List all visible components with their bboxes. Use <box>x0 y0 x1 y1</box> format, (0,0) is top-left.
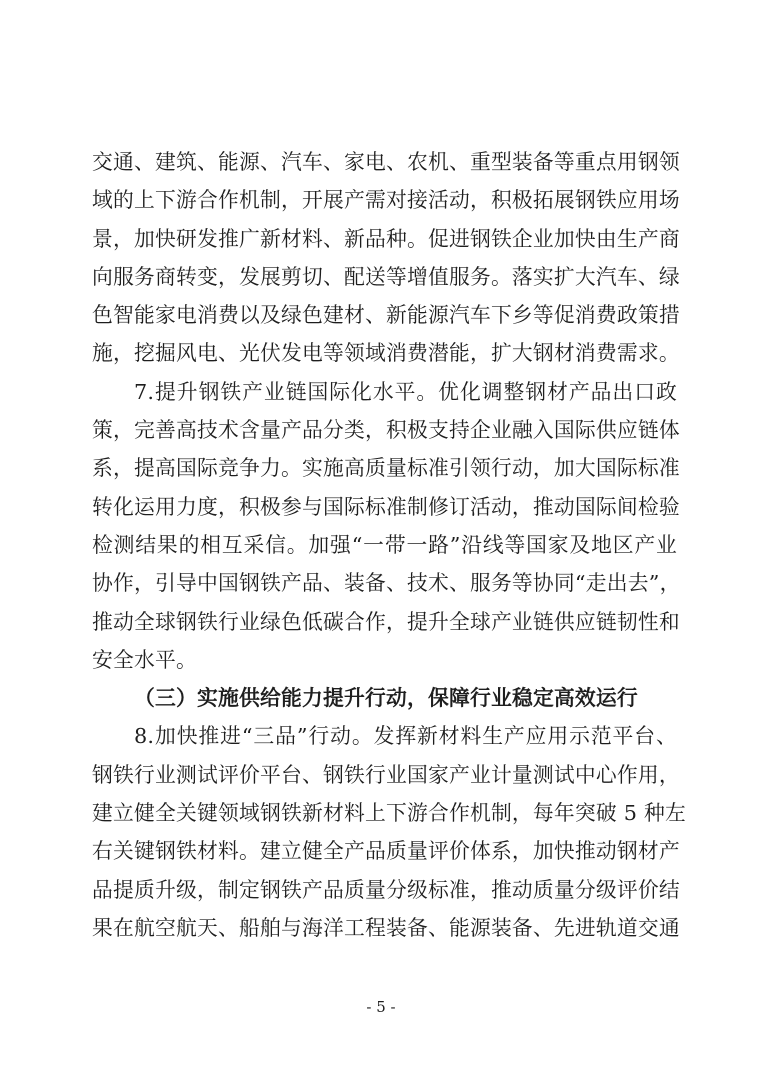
body-text-line: 域的上下游合作机制，开展产需对接活动，积极拓展钢铁应用场 <box>92 188 680 213</box>
body-text-line: 建立健全关键领域钢铁新材料上下游合作机制，每年突破 5 种左 <box>92 801 686 826</box>
body-text-line: 检测结果的相互采信。加强“一带一路”沿线等国家及地区产业 <box>92 532 677 557</box>
body-text-line: 协作，引导中国钢铁产品、装备、技术、服务等协同“走出去”， <box>92 571 681 596</box>
body-text-line: 8.加快推进“三品”行动。发挥新材料生产应用示范平台、 <box>134 724 677 749</box>
body-text-line: 右关键钢铁材料。建立健全产品质量评价体系，加快推动钢材产 <box>92 839 680 864</box>
body-text-line: 转化运用力度，积极参与国际标准制修订活动，推动国际间检验 <box>92 494 680 519</box>
body-text-line: 景，加快研发推广新材料、新品种。促进钢铁企业加快由生产商 <box>92 226 680 251</box>
body-text-line: 安全水平。 <box>92 647 197 672</box>
body-text-line: 品提质升级，制定钢铁产品质量分级标准，推动质量分级评价结 <box>92 877 680 902</box>
section-heading-line: （三）实施供给能力提升行动，保障行业稳定高效运行 <box>134 685 638 711</box>
body-text-line: 策，完善高技术含量产品分类，积极支持企业融入国际供应链体 <box>92 418 680 443</box>
body-text-line: 推动全球钢铁行业绿色低碳合作，提升全球产业链供应链韧性和 <box>92 609 680 634</box>
body-text-line: 色智能家电消费以及绿色建材、新能源汽车下乡等促消费政策措 <box>92 303 680 328</box>
body-text-line: 交通、建筑、能源、汽车、家电、农机、重型装备等重点用钢领 <box>92 150 680 174</box>
body-text-line: 钢铁行业测试评价平台、钢铁行业国家产业计量测试中心作用， <box>92 762 680 787</box>
body-text-line: 果在航空航天、船舶与海洋工程装备、能源装备、先进轨道交通 <box>92 915 680 940</box>
text-block <box>92 143 686 947</box>
body-text-line: 7.提升钢铁产业链国际化水平。优化调整钢材产品出口政 <box>134 379 677 404</box>
page-number: - 5 - <box>366 998 396 1016</box>
body-text-line: 系，提高国际竞争力。实施高质量标准引领行动，加大国际标准 <box>92 456 680 481</box>
body-text-line: 向服务商转变，发展剪切、配送等增值服务。落实扩大汽车、绿 <box>92 264 680 289</box>
body-text-line: 施，挖掘风电、光伏发电等领域消费潜能，扩大钢材消费需求。 <box>92 341 680 366</box>
